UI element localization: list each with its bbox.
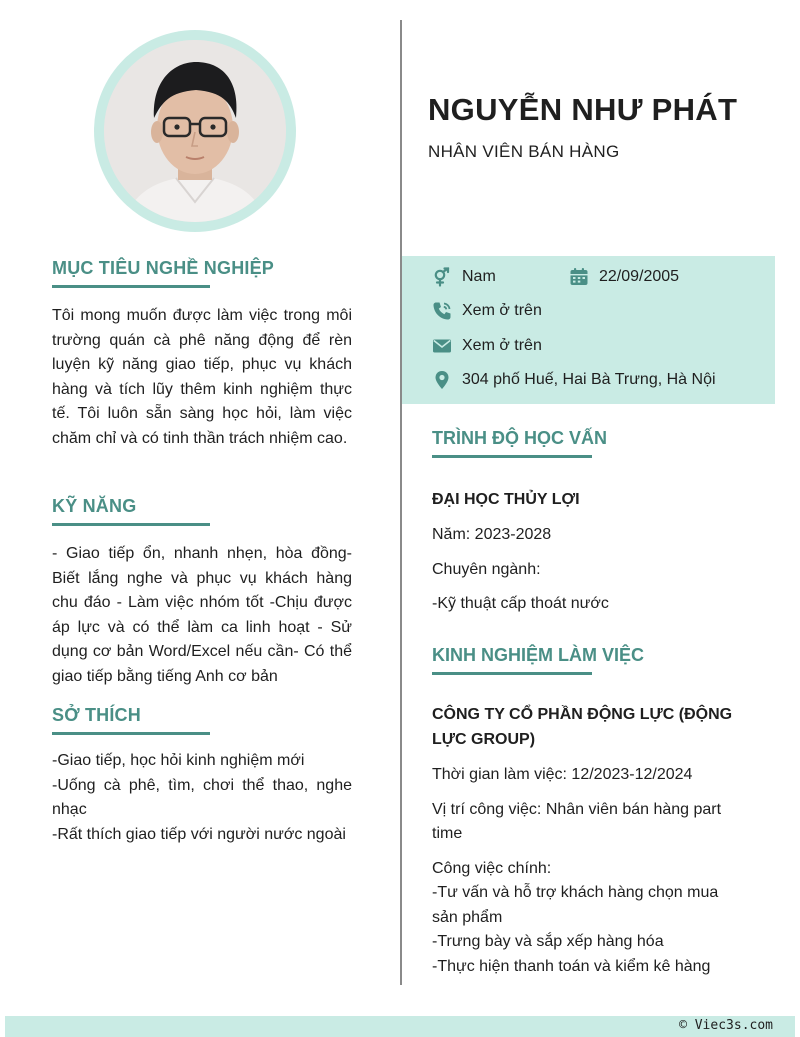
company-name: CÔNG TY CỔ PHẦN ĐỘNG LỰC (ĐỘNG LỰC GROUP) <box>432 706 733 748</box>
major-label: Chuyên ngành: <box>432 560 541 578</box>
hobbies-list <box>52 749 352 847</box>
calendar-icon <box>569 267 589 287</box>
education-section <box>432 428 752 617</box>
gender-icon <box>432 267 452 287</box>
hobbies-section <box>52 705 352 847</box>
avatar-photo <box>104 40 286 222</box>
address-row <box>432 370 716 390</box>
experience-title: KINH NGHIỆM LÀM VIỆC <box>432 645 645 665</box>
section-underline <box>52 285 210 288</box>
hobby-item: -Giao tiếp, học hỏi kinh nghiệm mới <box>52 752 305 769</box>
career-objective-text: Tôi mong muốn được làm việc trong môi trường quán cà phê năng động để rèn luyện kỹ năng giao tiếp, phục vụ khách hàng và tích lũy thêm kinh nghiệm thực tế. Tôi luôn sẵn sàng học hỏi, làm việc chăm chỉ và có tinh thần trách nhiệm cao. <box>52 307 352 447</box>
work-period: Thời gian làm việc: 12/2023-12/2024 <box>432 766 693 783</box>
map-pin-icon <box>432 370 452 390</box>
duty-item: -Tư vấn và hỗ trợ khách hàng chọn mua sản phẩm <box>432 884 719 926</box>
gender-value: Nam <box>462 268 496 285</box>
gender-row <box>432 267 496 287</box>
major-value: -Kỹ thuật cấp thoát nước <box>432 595 609 612</box>
duties-label: Công việc chính: <box>432 859 552 877</box>
school-name: ĐẠI HỌC THỦY LỢI <box>432 491 580 508</box>
email-value: Xem ở trên <box>462 337 542 354</box>
career-objective-section <box>52 258 352 452</box>
skills-text: - Giao tiếp ổn, nhanh nhẹn, hòa đồng- Biết lắng nghe và phục vụ khách hàng chu đáo - Làm việc nhóm tốt -Chịu được áp lực và có thể làm ca linh hoạt - Sử dụng cơ bản Word/Excel nếu cần- Có thể giao tiếp bằng tiếng Anh cơ bản <box>52 545 352 685</box>
phone-icon <box>432 301 452 321</box>
education-title: TRÌNH ĐỘ HỌC VẤN <box>432 428 607 448</box>
duty-item: -Trưng bày và sắp xếp hàng hóa <box>432 933 664 950</box>
section-underline <box>432 672 592 675</box>
email-row <box>432 336 542 356</box>
hobby-item: -Rất thích giao tiếp với người nước ngoài <box>52 825 346 843</box>
avatar-frame <box>94 30 296 232</box>
column-divider <box>400 20 402 985</box>
career-objective-title: MỤC TIÊU NGHỀ NGHIỆP <box>52 258 275 278</box>
candidate-name: NGUYỄN NHƯ PHÁT <box>428 92 738 127</box>
envelope-icon <box>432 336 452 356</box>
candidate-role: NHÂN VIÊN BÁN HÀNG <box>428 142 620 161</box>
phone-row <box>432 301 542 321</box>
hobby-item: -Uống cà phê, tìm, chơi thể thao, nghe nhạc <box>52 776 352 819</box>
hobbies-title: SỞ THÍCH <box>52 705 141 725</box>
birthdate-value: 22/09/2005 <box>599 268 680 285</box>
duty-item: -Thực hiện thanh toán và kiểm kê hàng <box>432 957 711 975</box>
address-value: 304 phố Huế, Hai Bà Trưng, Hà Nội <box>462 371 716 388</box>
work-position: Vị trí công việc: Nhân viên bán hàng part time <box>432 800 722 842</box>
skills-title: KỸ NĂNG <box>52 496 137 516</box>
section-underline <box>432 455 592 458</box>
section-underline <box>52 523 210 526</box>
birthdate-row <box>569 267 679 287</box>
phone-value: Xem ở trên <box>462 302 542 319</box>
contact-box <box>402 256 775 404</box>
footer-credit: © Viec3s.com <box>679 1018 773 1033</box>
footer-bar <box>5 1016 795 1037</box>
avatar <box>104 40 286 222</box>
education-years: Năm: 2023-2028 <box>432 526 552 543</box>
skills-section <box>52 496 352 690</box>
experience-section <box>432 645 752 979</box>
section-underline <box>52 732 210 735</box>
